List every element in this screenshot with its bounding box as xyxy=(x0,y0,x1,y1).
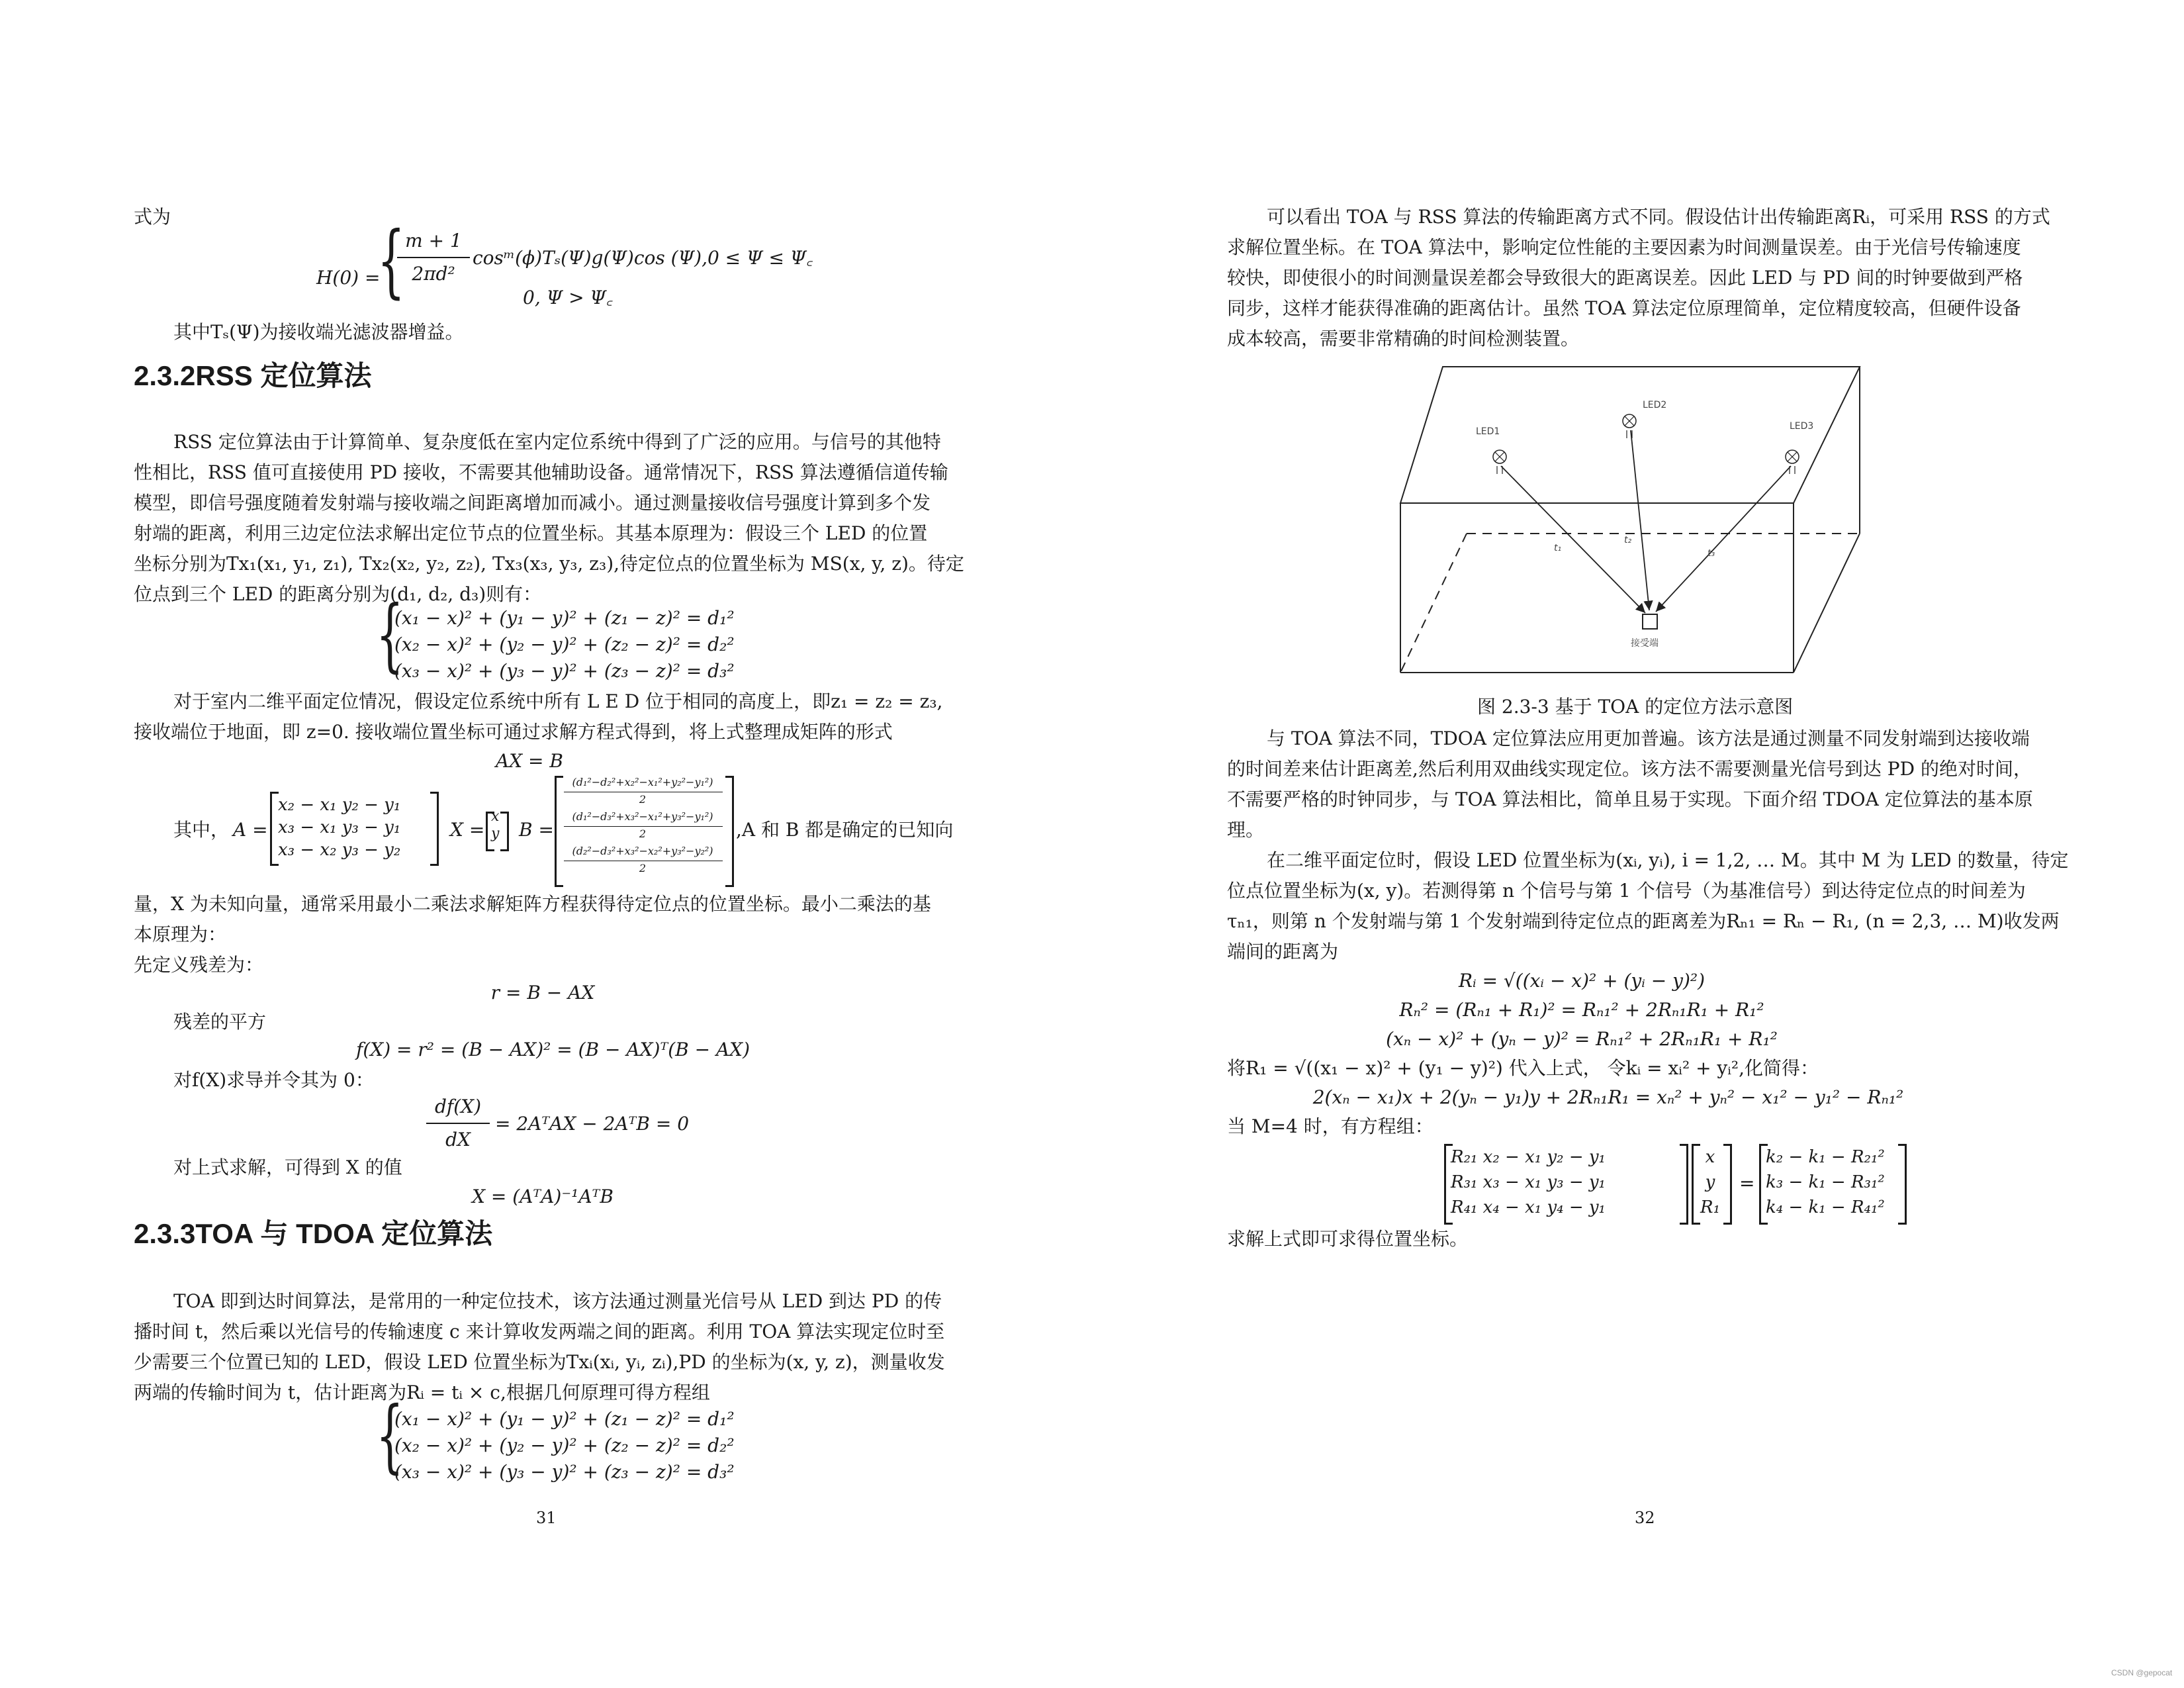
mat-x-row-2: y xyxy=(491,825,500,842)
rss-line-6: 位点到三个 LED 的距离分别为(d₁, d₂, d₃)则有： xyxy=(134,583,542,605)
mat-r-row-1: k₂ − k₁ − R₂₁² xyxy=(1766,1147,1885,1167)
watermark: CSDN @gepocat xyxy=(2111,1668,2173,1677)
sys1-row-3: (x₃ − x)² + (y₃ − y)² + (z₃ − z)² = d₃² xyxy=(394,660,735,682)
r-eq: r = B − AX xyxy=(490,982,595,1004)
mat-b-den-2: 2 xyxy=(639,827,647,840)
sys2-row-1: (x₁ − x)² + (y₁ − y)² + (z₁ − z)² = d₁² xyxy=(394,1408,735,1430)
deriv-den: dX xyxy=(445,1129,471,1150)
right-page xyxy=(1092,0,2184,1688)
deriv-bar xyxy=(426,1123,490,1124)
t3-label: t₃ xyxy=(1707,548,1715,559)
ls-line-2: 本原理为： xyxy=(134,923,227,945)
residual-def: 先定义残差为： xyxy=(134,954,264,976)
plane-line-1: 对于室内二维平面定位情况，假设定位系统中所有 L E D 位于相同的高度上，即z₁ = z₂ = z₃, xyxy=(173,690,943,712)
mat-v-row-1: x xyxy=(1705,1147,1715,1167)
figure-caption: 图 2.3-3 基于 TOA 的定位方法示意图 xyxy=(1477,696,1794,718)
box-edge-hidden-left xyxy=(1400,534,1467,673)
heading-toa: 2.3.3TOA 与 TDOA 定位算法 xyxy=(134,1218,493,1249)
sys1-row-2: (x₂ − x)² + (y₂ − y)² + (z₂ − z)² = d₂² xyxy=(394,633,735,655)
deriv-rhs: = 2AᵀAX − 2AᵀB = 0 xyxy=(495,1113,690,1135)
rss-line-3: 模型，即信号强度随着发射端与接收端之间距离增加而减小。通过测量接收信号强度计算到多个发 xyxy=(134,492,931,514)
receiver-label: 接受端 xyxy=(1631,638,1659,649)
h0-lhs: H(0) = xyxy=(316,267,381,289)
mat-v-row-3: R₁ xyxy=(1700,1197,1720,1217)
mat-x-rbracket xyxy=(500,812,509,851)
h0-row1: cosᵐ(ϕ)Tₛ(Ψ)g(Ψ)cos (Ψ),0 ≤ Ψ ≤ Ψ꜀ xyxy=(473,247,813,269)
t1-label: t₁ xyxy=(1554,543,1562,553)
mat-post: ,A 和 B 都是确定的已知向 xyxy=(736,819,954,841)
mat-b-row-2: (d₁²−d₃²+x₃²−x₁²+y₃²−y₁²) xyxy=(572,810,713,823)
toa-cont-2: 求解位置坐标。在 TOA 算法中，影响定位性能的主要因素为时间测量误差。由于光信号传输速度 xyxy=(1227,236,2021,258)
tdoa-line-3: 不需要严格的时钟同步，与 TOA 算法相比，简单且易于实现。下面介绍 TDOA 定位算法的基本原 xyxy=(1227,788,2033,810)
h0-den: 2πd² xyxy=(412,263,455,285)
m4-line: 当 M=4 时，有方程组： xyxy=(1227,1115,1433,1137)
t2-label: t₂ xyxy=(1624,535,1632,545)
mat-b-den-3: 2 xyxy=(639,862,647,874)
mat-l-row-3: R₄₁ x₄ − x₁ y₄ − y₁ xyxy=(1451,1197,1606,1217)
mat-a-row-2: x₃ − x₁ y₃ − y₁ xyxy=(278,818,401,837)
tdoa-line-1: 与 TOA 算法不同，TDOA 定位算法应用更加普遍。该方法是通过测量不同发射端到达接收端 xyxy=(1267,727,2030,749)
toa-line-2: 播时间 t，然后乘以光信号的传输速度 c 来计算收发两端之间的距离。利用 TOA 算法实现定位时至 xyxy=(134,1321,945,1342)
ray-t2 xyxy=(1631,430,1649,610)
mat-a-rbracket xyxy=(430,792,439,866)
heading-rss: 2.3.2RSS 定位算法 xyxy=(134,360,372,391)
h0-fraction-bar xyxy=(397,257,470,258)
mat-x-label: X = xyxy=(450,819,485,841)
toa-line-1: TOA 即到达时间算法，是常用的一种定位技术，该方法通过测量光信号从 LED 到达 PD 的传 xyxy=(173,1290,942,1312)
sys2-row-2: (x₂ − x)² + (y₂ − y)² + (z₂ − z)² = d₂² xyxy=(394,1434,735,1456)
mat-equals: = xyxy=(1739,1172,1755,1194)
eq-rn: Rₙ² = (Rₙ₁ + R₁)² = Rₙ₁² + 2Rₙ₁R₁ + R₁² xyxy=(1399,999,1764,1021)
toa-line-4: 两端的传输时间为 t，估计距离为Rᵢ = tᵢ × c,根据几何原理可得方程组 xyxy=(134,1382,710,1403)
mat-a-row-3: x₃ − x₂ y₃ − y₂ xyxy=(278,840,401,860)
deriv-num: df(X) xyxy=(434,1096,482,1117)
final-line: 求解上式即可求得位置坐标。 xyxy=(1227,1228,1469,1250)
rss-line-5: 坐标分别为Tx₁(x₁, y₁, z₁), Tx₂(x₂, y₂, z₂), Tx₃(x₃, y₃, z₃),待定位点的位置坐标为 MS(x, y, z)。待定 xyxy=(134,553,964,575)
led2-label: LED2 xyxy=(1643,400,1667,410)
mat-b-label: B = xyxy=(519,819,554,841)
intro-text: 式为 xyxy=(134,206,171,228)
plane-line-2: 接收端位于地面，即 z=0. 接收端位置坐标可通过求解方程式得到，将上式整理成矩阵的形式 xyxy=(134,721,893,743)
tdoa-line-4: 理。 xyxy=(1227,819,1265,841)
mat-pre: 其中， xyxy=(173,819,230,841)
sys2-brace: { xyxy=(376,1390,404,1482)
eq-ri: Rᵢ = √((xᵢ − x)² + (yᵢ − y)²) xyxy=(1458,970,1706,992)
axb-eq: AX = B xyxy=(496,750,563,772)
h0-brace: { xyxy=(377,215,405,307)
mat-b-row-3: (d₂²−d₃²+x₃²−x₂²+y₃²−y₂²) xyxy=(572,845,713,857)
box-top-face xyxy=(1400,367,1860,503)
toa-cont-3: 较快，即使很小的时间测量误差都会导致很大的距离误差。因此 LED 与 PD 间的时钟要做到严格 xyxy=(1227,267,2023,289)
plane2-line-4: 端间的距离为 xyxy=(1227,941,1339,962)
ls-line-1: 量，X 为未知向量，通常采用最小二乘法求解矩阵方程获得待定位点的位置坐标。最小二乘法的基 xyxy=(134,893,931,915)
plane2-line-2: 位点位置坐标为(x, y)。若测得第 n 个信号与第 1 个信号（为基准信号）到达待定位点的时间差为 xyxy=(1227,880,2026,902)
solve-label: 对上式求解，可得到 X 的值 xyxy=(173,1156,402,1178)
mat-x-row-1: x xyxy=(491,808,500,825)
plane2-line-3: τₙ₁，则第 n 个发射端与第 1 个发射端到待定位点的距离差为Rₙ₁ = Rₙ − R₁, (n = 2,3, … M)收发两 xyxy=(1227,910,2060,932)
ts-note: 其中Tₛ(Ψ)为接收端光滤波器增益。 xyxy=(173,321,464,343)
mat-v-row-2: y xyxy=(1705,1172,1715,1192)
mat-r-row-3: k₄ − k₁ − R₄₁² xyxy=(1766,1197,1885,1217)
sys1-brace: { xyxy=(376,589,404,681)
page-number-right: 32 xyxy=(1635,1509,1655,1527)
eq-xn: (xₙ − x)² + (yₙ − y)² = Rₙ₁² + 2Rₙ₁R₁ + R₁² xyxy=(1386,1028,1778,1050)
x-eq: X = (AᵀA)⁻¹AᵀB xyxy=(472,1186,614,1207)
plane2-line-1: 在二维平面定位时，假设 LED 位置坐标为(xᵢ, yᵢ), i = 1,2, … M。其中 M 为 LED 的数量，待定 xyxy=(1267,849,2069,871)
page-number-left: 31 xyxy=(536,1509,557,1527)
mat-b-row-1: (d₁²−d₂²+x₂²−x₁²+y₂²−y₁²) xyxy=(572,776,713,788)
toa-cont-5: 成本较高，需要非常精确的时间检测装置。 xyxy=(1227,328,1580,350)
box-edge-right-bottom xyxy=(1794,534,1860,673)
toa-cont-4: 同步，这样才能获得准确的距离估计。虽然 TOA 算法定位原理简单，定位精度较高，但硬件设备 xyxy=(1227,297,2021,319)
mat-a-label: A = xyxy=(233,819,268,841)
rss-line-4: 射端的距离，利用三边定位法求解出定位节点的位置坐标。其基本原理为：假设三个 LED 的位置 xyxy=(134,522,928,544)
sq-label: 残差的平方 xyxy=(173,1011,267,1033)
sub-line: 将R₁ = √((x₁ − x)² + (y₁ − y)²) 代入上式， 令kᵢ = xᵢ² + yᵢ²,化简得： xyxy=(1227,1057,1819,1079)
h0-row2: 0, Ψ > Ψ꜀ xyxy=(523,287,613,308)
eq-simplified: 2(xₙ − x₁)x + 2(yₙ − y₁)y + 2Rₙ₁R₁ = xₙ² + yₙ² − x₁² − y₁² − Rₙ₁² xyxy=(1312,1086,1904,1108)
mat-b-den-1: 2 xyxy=(639,793,647,806)
rss-line-1: RSS 定位算法由于计算简单、复杂度低在室内定位系统中得到了广泛的应用。与信号的其他特 xyxy=(173,431,941,453)
deriv-label: 对f(X)求导并令其为 0： xyxy=(173,1069,374,1091)
mat-r-row-2: k₃ − k₁ − R₃₁² xyxy=(1766,1172,1885,1192)
mat-v-rbracket xyxy=(1723,1144,1732,1225)
tdoa-line-2: 的时间差来估计距离差,然后利用双曲线实现定位。该方法不需要测量光信号到达 PD 的绝对时间， xyxy=(1227,758,2032,780)
receiver-icon xyxy=(1643,614,1657,629)
toa-diagram xyxy=(1396,363,1873,680)
mat-r-rbracket xyxy=(1898,1144,1907,1225)
ray-t3 xyxy=(1656,466,1791,612)
sys2-row-3: (x₃ − x)² + (y₃ − y)² + (z₃ − z)² = d₃² xyxy=(394,1461,735,1483)
mat-l-row-1: R₂₁ x₂ − x₁ y₂ − y₁ xyxy=(1451,1147,1606,1167)
mat-l-rbracket xyxy=(1680,1144,1688,1225)
led3-label: LED3 xyxy=(1790,421,1814,432)
mat-b-rbracket xyxy=(725,776,734,887)
f-eq: f(X) = r² = (B − AX)² = (B − AX)ᵀ(B − AX) xyxy=(356,1039,751,1060)
led1-label: LED1 xyxy=(1476,426,1500,437)
mat-a-row-1: x₂ − x₁ y₂ − y₁ xyxy=(278,795,401,815)
toa-line-3: 少需要三个位置已知的 LED，假设 LED 位置坐标为Txᵢ(xᵢ, yᵢ, zᵢ),PD 的坐标为(x, y, z)，测量收发 xyxy=(134,1351,945,1373)
h0-num: m + 1 xyxy=(405,230,462,252)
rss-line-2: 性相比，RSS 值可直接使用 PD 接收，不需要其他辅助设备。通常情况下，RSS 算法遵循信道传输 xyxy=(134,461,948,483)
toa-cont-1: 可以看出 TOA 与 RSS 算法的传输距离方式不同。假设估计出传输距离Rᵢ，可采用 RSS 的方式 xyxy=(1267,206,2050,228)
mat-l-row-2: R₃₁ x₃ − x₁ y₃ − y₁ xyxy=(1451,1172,1606,1192)
sys1-row-1: (x₁ − x)² + (y₁ − y)² + (z₁ − z)² = d₁² xyxy=(394,607,735,629)
